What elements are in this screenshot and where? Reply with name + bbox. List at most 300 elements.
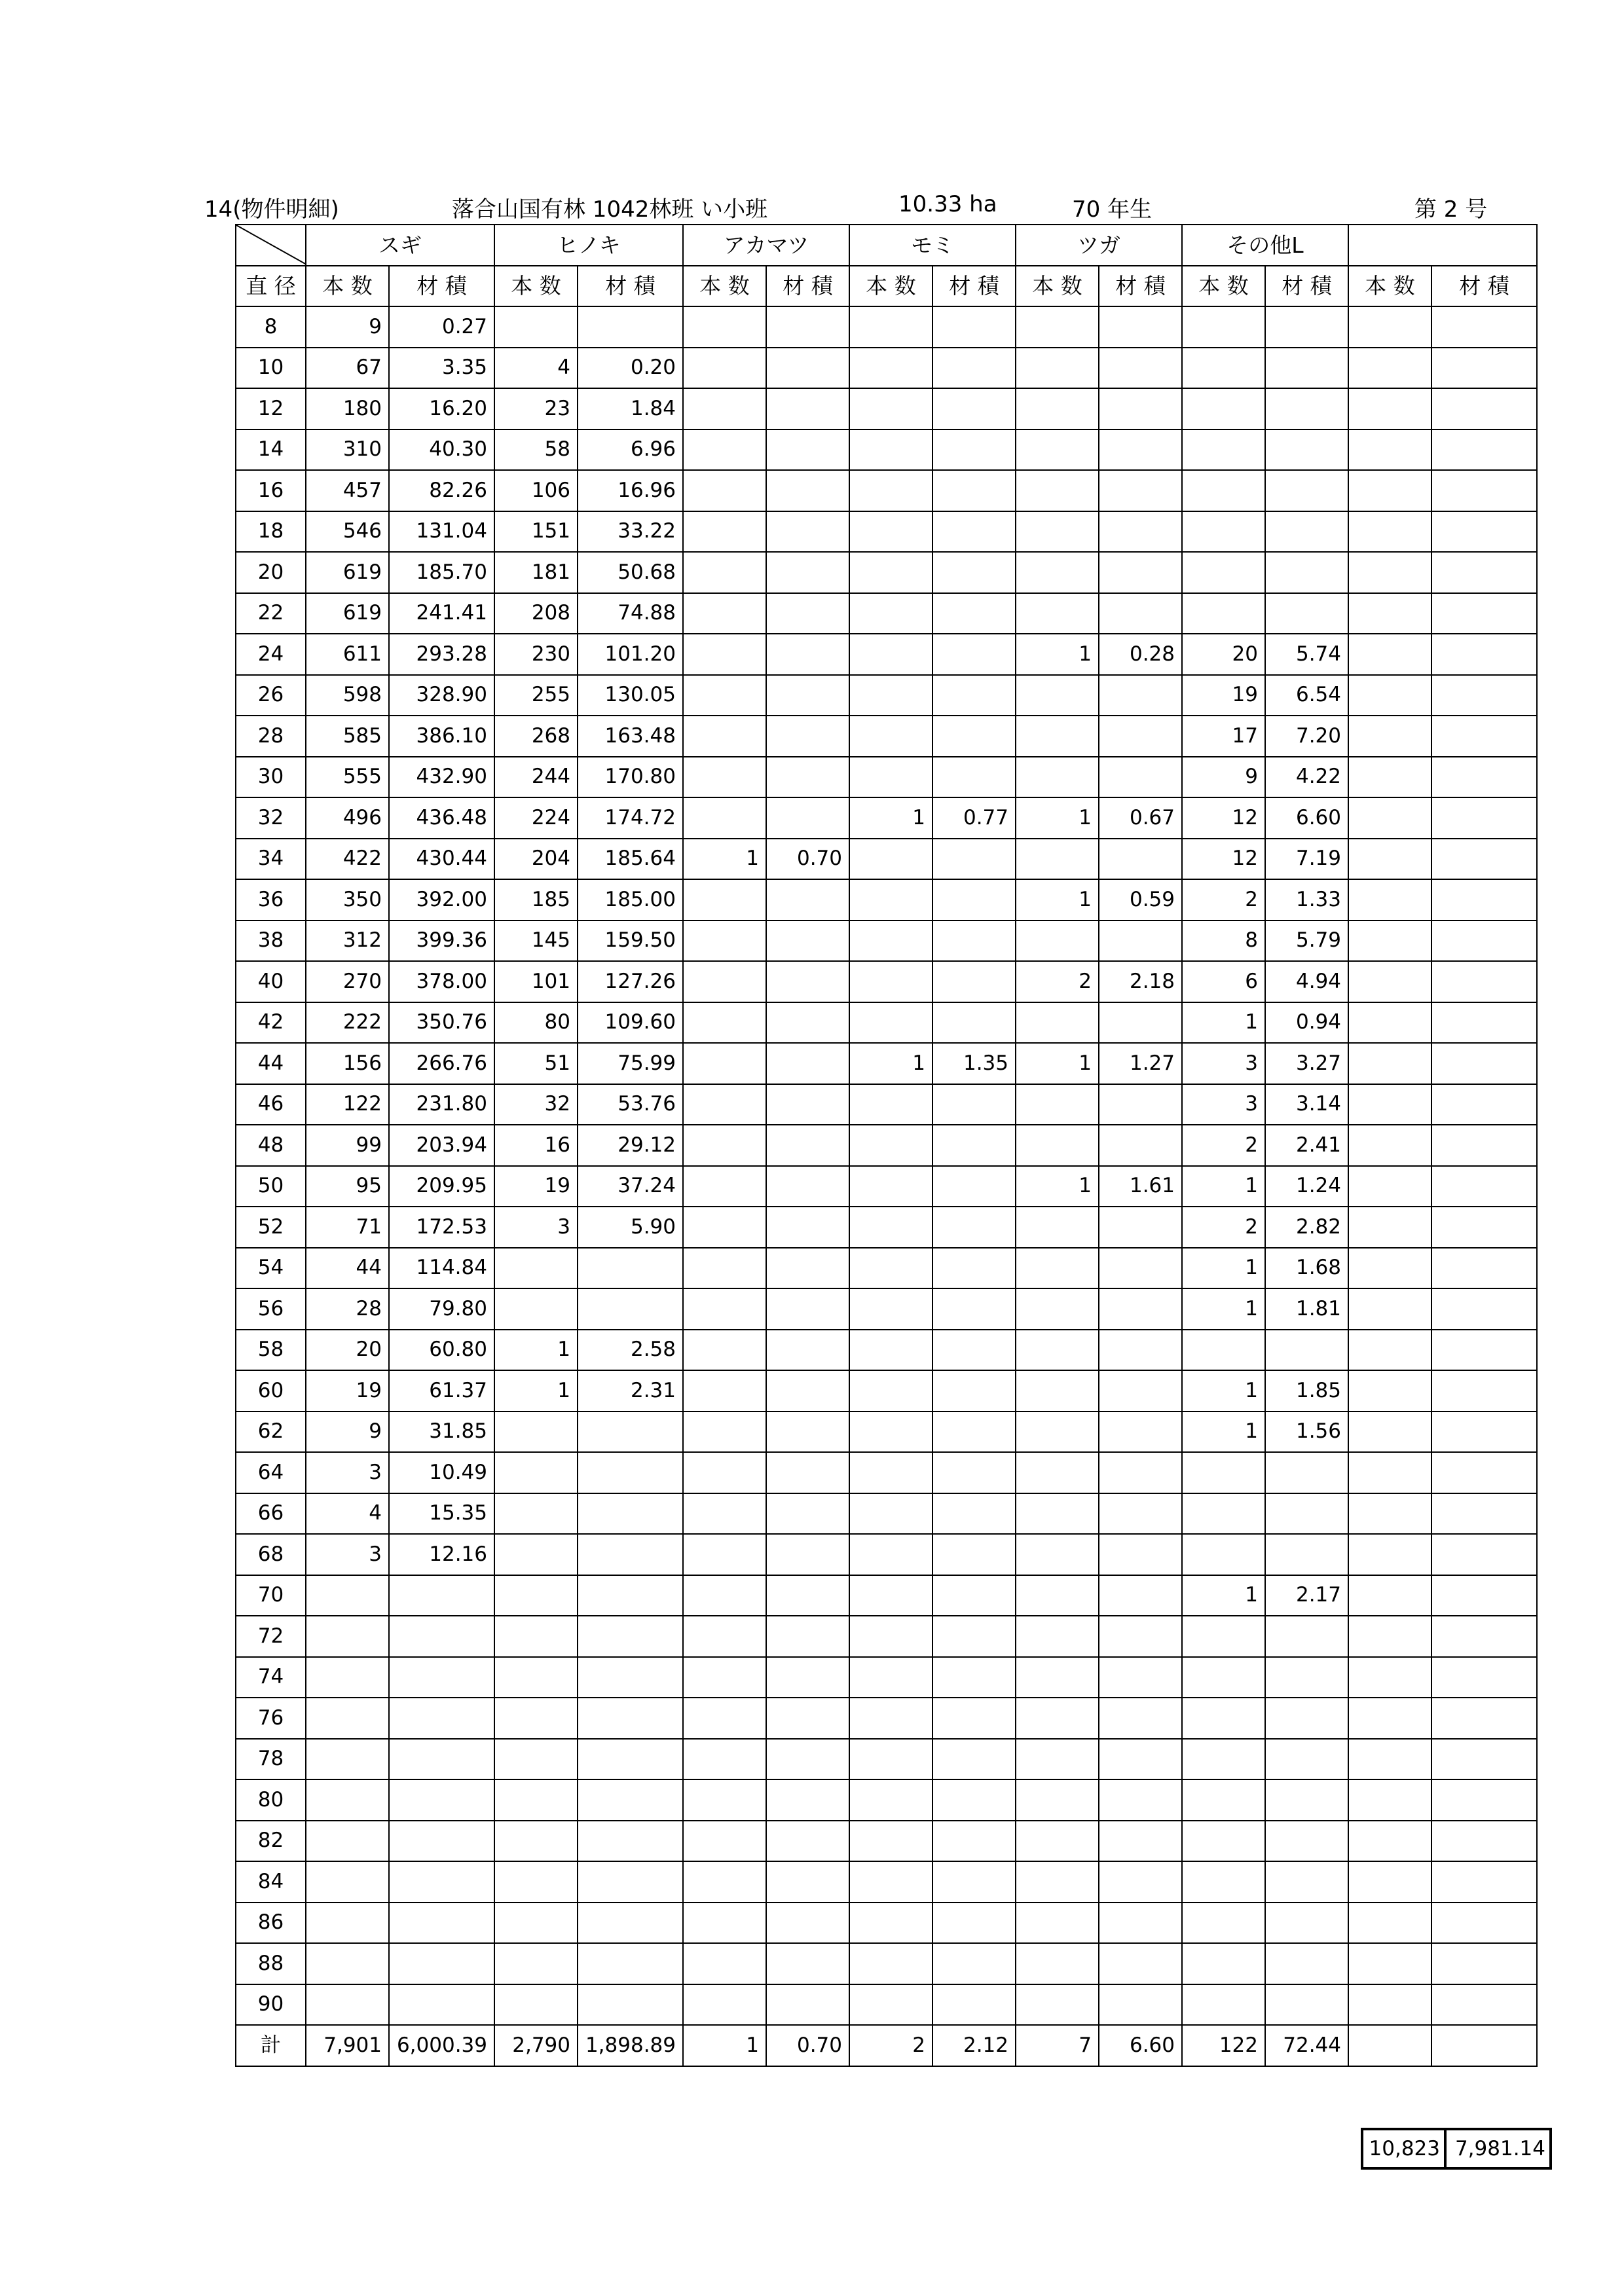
count-cell xyxy=(494,1412,578,1453)
count-cell xyxy=(1016,1002,1099,1044)
volume-cell: 131.04 xyxy=(389,511,494,553)
volume-cell xyxy=(1099,1493,1182,1535)
count-cell xyxy=(849,1739,932,1780)
count-cell xyxy=(1016,1534,1099,1575)
volume-cell xyxy=(766,1002,849,1044)
volume-cell xyxy=(766,1821,849,1862)
volume-cell: 82.26 xyxy=(389,470,494,511)
count-cell: 1 xyxy=(1016,1166,1099,1207)
volume-cell xyxy=(766,1207,849,1248)
volume-cell xyxy=(1431,1166,1537,1207)
count-cell xyxy=(1182,1984,1265,2026)
diameter-cell: 50 xyxy=(236,1166,306,1207)
count-cell xyxy=(849,552,932,593)
table-row xyxy=(236,634,1537,675)
count-cell xyxy=(849,1412,932,1453)
volume-cell: 174.72 xyxy=(578,797,683,839)
volume-cell xyxy=(932,716,1016,757)
volume-cell xyxy=(932,429,1016,471)
table-row xyxy=(236,1943,1537,1984)
volume-cell xyxy=(1431,1657,1537,1698)
volume-cell xyxy=(389,1984,494,2026)
count-cell xyxy=(849,1493,932,1535)
count-cell: 145 xyxy=(494,920,578,962)
diameter-cell: 34 xyxy=(236,839,306,880)
volume-header: 材 積 xyxy=(389,266,494,307)
volume-cell xyxy=(578,306,683,348)
count-cell xyxy=(494,1575,578,1616)
count-cell: 1 xyxy=(1016,797,1099,839)
volume-cell: 231.80 xyxy=(389,1084,494,1125)
volume-cell: 1.33 xyxy=(1265,879,1348,920)
volume-cell: 0.94 xyxy=(1265,1002,1348,1044)
count-cell xyxy=(683,1698,766,1739)
diameter-cell: 86 xyxy=(236,1903,306,1944)
count-cell: 6 xyxy=(1182,961,1265,1002)
volume-cell xyxy=(1431,757,1537,798)
count-cell xyxy=(849,716,932,757)
volume-cell xyxy=(932,1207,1016,1248)
count-cell xyxy=(1348,797,1431,839)
volume-cell xyxy=(766,1125,849,1166)
volume-cell xyxy=(932,675,1016,716)
volume-cell xyxy=(1431,1330,1537,1371)
table-row xyxy=(236,388,1537,429)
species-momi: モミ xyxy=(849,225,1016,266)
count-cell xyxy=(1016,593,1099,634)
table-row xyxy=(236,1779,1537,1821)
count-cell xyxy=(1348,1493,1431,1535)
volume-cell xyxy=(578,1698,683,1739)
table-row xyxy=(236,1861,1537,1903)
count-cell xyxy=(1016,1616,1099,1657)
table-row xyxy=(236,1207,1537,1248)
volume-cell xyxy=(1265,1861,1348,1903)
volume-cell xyxy=(1099,1330,1182,1371)
count-cell xyxy=(1016,1370,1099,1412)
count-cell: 156 xyxy=(306,1043,389,1084)
table-row xyxy=(236,675,1537,716)
count-cell xyxy=(1348,1779,1431,1821)
volume-cell xyxy=(1099,1370,1182,1412)
table-row xyxy=(236,839,1537,880)
count-cell xyxy=(1016,1575,1099,1616)
species-akamatsu: アカマツ xyxy=(683,225,849,266)
volume-cell xyxy=(389,1943,494,1984)
volume-cell xyxy=(1265,1452,1348,1493)
diameter-cell: 14 xyxy=(236,429,306,471)
volume-cell xyxy=(1099,1903,1182,1944)
count-header: 本 数 xyxy=(849,266,932,307)
volume-cell xyxy=(1099,1984,1182,2026)
count-cell: 16 xyxy=(494,1125,578,1166)
table-row xyxy=(236,1370,1537,1412)
count-cell xyxy=(494,1903,578,1944)
volume-cell xyxy=(932,388,1016,429)
volume-cell xyxy=(1265,1698,1348,1739)
volume-cell xyxy=(766,1698,849,1739)
volume-cell xyxy=(1099,1002,1182,1044)
volume-cell: 241.41 xyxy=(389,593,494,634)
volume-cell xyxy=(932,348,1016,389)
count-cell: 244 xyxy=(494,757,578,798)
volume-cell xyxy=(1265,1821,1348,1862)
volume-cell: 0.77 xyxy=(932,797,1016,839)
count-cell xyxy=(1182,429,1265,471)
timber-volume-table xyxy=(235,224,1538,2067)
volume-cell: 5.90 xyxy=(578,1207,683,1248)
count-cell xyxy=(849,1779,932,1821)
volume-cell xyxy=(1099,1534,1182,1575)
diameter-cell: 88 xyxy=(236,1943,306,1984)
volume-cell xyxy=(1431,1084,1537,1125)
count-cell: 8 xyxy=(1182,920,1265,962)
volume-cell xyxy=(932,470,1016,511)
volume-cell xyxy=(932,839,1016,880)
volume-cell xyxy=(932,1861,1016,1903)
volume-cell xyxy=(578,1288,683,1330)
count-cell xyxy=(683,552,766,593)
volume-cell xyxy=(766,920,849,962)
count-cell xyxy=(306,1739,389,1780)
count-cell xyxy=(1348,1984,1431,2026)
count-header: 本 数 xyxy=(1182,266,1265,307)
count-cell: 204 xyxy=(494,839,578,880)
count-cell xyxy=(683,1861,766,1903)
area: 10.33 ha xyxy=(898,191,997,217)
count-cell xyxy=(1182,1657,1265,1698)
volume-cell xyxy=(1099,429,1182,471)
volume-cell xyxy=(1265,1943,1348,1984)
table-row xyxy=(236,1002,1537,1044)
volume-cell xyxy=(766,429,849,471)
volume-cell xyxy=(389,1698,494,1739)
diameter-cell: 28 xyxy=(236,716,306,757)
volume-cell: 2.82 xyxy=(1265,1207,1348,1248)
volume-cell xyxy=(766,634,849,675)
volume-cell xyxy=(1431,920,1537,962)
volume-cell xyxy=(1431,1370,1537,1412)
volume-cell xyxy=(578,1575,683,1616)
count-cell: 2 xyxy=(1182,1207,1265,1248)
volume-cell xyxy=(932,1739,1016,1780)
count-cell: 180 xyxy=(306,388,389,429)
volume-cell xyxy=(1099,1452,1182,1493)
volume-cell xyxy=(766,1493,849,1535)
volume-cell xyxy=(1099,1698,1182,1739)
diameter-cell: 22 xyxy=(236,593,306,634)
volume-cell xyxy=(1431,1207,1537,1248)
count-cell xyxy=(1348,1207,1431,1248)
count-cell xyxy=(1348,757,1431,798)
table-row xyxy=(236,1084,1537,1125)
count-cell xyxy=(1348,593,1431,634)
volume-cell xyxy=(1265,388,1348,429)
totals-row xyxy=(236,2025,1537,2066)
count-cell xyxy=(306,1657,389,1698)
volume-cell: 1.56 xyxy=(1265,1412,1348,1453)
diameter-cell: 44 xyxy=(236,1043,306,1084)
volume-header: 材 積 xyxy=(1265,266,1348,307)
volume-cell: 170.80 xyxy=(578,757,683,798)
volume-cell xyxy=(932,634,1016,675)
volume-cell xyxy=(578,1861,683,1903)
volume-cell xyxy=(1431,1493,1537,1535)
count-cell xyxy=(683,1534,766,1575)
count-cell xyxy=(1016,306,1099,348)
volume-header: 材 積 xyxy=(578,266,683,307)
count-cell xyxy=(1016,1657,1099,1698)
volume-cell xyxy=(578,1739,683,1780)
count-cell xyxy=(683,348,766,389)
volume-cell xyxy=(766,1616,849,1657)
volume-cell: 5.74 xyxy=(1265,634,1348,675)
volume-cell: 40.30 xyxy=(389,429,494,471)
volume-cell xyxy=(1265,1657,1348,1698)
volume-cell xyxy=(932,1493,1016,1535)
table-row xyxy=(236,1575,1537,1616)
count-cell xyxy=(1016,675,1099,716)
volume-cell xyxy=(1099,1288,1182,1330)
species-suginame: スギ xyxy=(306,225,494,266)
count-cell xyxy=(683,1330,766,1371)
volume-cell xyxy=(1265,429,1348,471)
diameter-cell: 62 xyxy=(236,1412,306,1453)
volume-cell: 75.99 xyxy=(578,1043,683,1084)
volume-cell xyxy=(1099,1575,1182,1616)
volume-cell xyxy=(1099,470,1182,511)
count-cell xyxy=(1348,552,1431,593)
volume-cell xyxy=(766,306,849,348)
volume-cell xyxy=(389,1903,494,1944)
volume-cell: 2.31 xyxy=(578,1370,683,1412)
count-cell: 3 xyxy=(306,1452,389,1493)
count-cell: 422 xyxy=(306,839,389,880)
count-cell xyxy=(1182,552,1265,593)
count-cell xyxy=(683,1821,766,1862)
count-cell xyxy=(849,1084,932,1125)
volume-cell xyxy=(1099,1861,1182,1903)
count-cell xyxy=(683,1903,766,1944)
volume-cell xyxy=(1099,306,1182,348)
volume-cell xyxy=(932,1984,1016,2026)
volume-cell xyxy=(766,593,849,634)
count-cell xyxy=(683,1043,766,1084)
table-row xyxy=(236,1493,1537,1535)
count-cell: 350 xyxy=(306,879,389,920)
volume-cell: 2.17 xyxy=(1265,1575,1348,1616)
count-cell: 80 xyxy=(494,1002,578,1044)
volume-cell xyxy=(932,1248,1016,1289)
count-cell xyxy=(849,1370,932,1412)
count-cell: 185 xyxy=(494,879,578,920)
count-cell xyxy=(849,1534,932,1575)
count-cell xyxy=(849,1698,932,1739)
count-cell xyxy=(494,1861,578,1903)
volume-cell xyxy=(766,1452,849,1493)
diameter-cell: 52 xyxy=(236,1207,306,1248)
count-cell xyxy=(683,1370,766,1412)
diameter-cell: 90 xyxy=(236,1984,306,2026)
volume-cell: 79.80 xyxy=(389,1288,494,1330)
volume-cell: 127.26 xyxy=(578,961,683,1002)
count-cell: 255 xyxy=(494,675,578,716)
count-cell xyxy=(683,593,766,634)
count-cell xyxy=(849,1861,932,1903)
volume-cell xyxy=(1099,1616,1182,1657)
count-cell: 268 xyxy=(494,716,578,757)
count-cell xyxy=(683,470,766,511)
count-cell xyxy=(683,429,766,471)
volume-cell: 16.20 xyxy=(389,388,494,429)
diameter-cell: 46 xyxy=(236,1084,306,1125)
volume-cell xyxy=(1431,1616,1537,1657)
volume-cell xyxy=(1431,1575,1537,1616)
diameter-cell: 26 xyxy=(236,675,306,716)
volume-cell xyxy=(766,1943,849,1984)
table-row xyxy=(236,552,1537,593)
volume-cell: 50.68 xyxy=(578,552,683,593)
species-tsuga: ツガ xyxy=(1016,225,1182,266)
grand-total-count: 10,823 xyxy=(1362,2129,1445,2168)
volume-cell: 3.35 xyxy=(389,348,494,389)
table-row xyxy=(236,797,1537,839)
volume-cell xyxy=(766,348,849,389)
table-row xyxy=(236,879,1537,920)
count-cell xyxy=(1016,839,1099,880)
count-cell xyxy=(849,1166,932,1207)
volume-cell xyxy=(1099,1125,1182,1166)
count-cell xyxy=(494,1248,578,1289)
diameter-cell: 24 xyxy=(236,634,306,675)
count-cell xyxy=(849,757,932,798)
count-cell xyxy=(494,1493,578,1535)
count-cell xyxy=(683,961,766,1002)
count-cell: 1 xyxy=(1182,1166,1265,1207)
subheader-row xyxy=(236,266,1537,307)
count-cell: 1 xyxy=(683,839,766,880)
volume-cell xyxy=(1431,388,1537,429)
count-cell: 58 xyxy=(494,429,578,471)
volume-cell xyxy=(1099,511,1182,553)
count-cell xyxy=(1348,1861,1431,1903)
volume-cell: 12.16 xyxy=(389,1534,494,1575)
volume-cell xyxy=(1431,306,1537,348)
count-cell xyxy=(494,1821,578,1862)
table-row xyxy=(236,470,1537,511)
count-cell xyxy=(683,306,766,348)
count-cell xyxy=(849,1657,932,1698)
diameter-label: 直 径 xyxy=(236,266,306,307)
count-cell xyxy=(849,388,932,429)
count-cell: 122 xyxy=(306,1084,389,1125)
volume-cell: 7.20 xyxy=(1265,716,1348,757)
count-cell xyxy=(683,797,766,839)
count-cell xyxy=(494,1698,578,1739)
diameter-cell: 12 xyxy=(236,388,306,429)
count-cell: 496 xyxy=(306,797,389,839)
count-cell xyxy=(1348,2025,1431,2066)
table-row xyxy=(236,429,1537,471)
count-cell xyxy=(683,1779,766,1821)
count-cell xyxy=(683,1943,766,1984)
volume-cell xyxy=(932,1698,1016,1739)
count-cell xyxy=(1016,1943,1099,1984)
volume-cell xyxy=(932,879,1016,920)
volume-cell: 378.00 xyxy=(389,961,494,1002)
count-cell xyxy=(1348,716,1431,757)
volume-cell xyxy=(1265,1330,1348,1371)
volume-cell xyxy=(766,675,849,716)
volume-cell xyxy=(1431,1452,1537,1493)
volume-cell xyxy=(1265,348,1348,389)
volume-cell: 1.35 xyxy=(932,1043,1016,1084)
volume-cell: 15.35 xyxy=(389,1493,494,1535)
count-cell: 312 xyxy=(306,920,389,962)
species-header-row xyxy=(236,225,1537,266)
count-cell xyxy=(1182,388,1265,429)
volume-cell: 432.90 xyxy=(389,757,494,798)
count-cell xyxy=(683,716,766,757)
count-cell xyxy=(494,1739,578,1780)
volume-cell xyxy=(766,511,849,553)
volume-cell: 29.12 xyxy=(578,1125,683,1166)
volume-cell xyxy=(932,920,1016,962)
table-row xyxy=(236,1821,1537,1862)
volume-cell xyxy=(578,1943,683,1984)
volume-cell xyxy=(578,1779,683,1821)
count-cell: 20 xyxy=(306,1330,389,1371)
count-cell: 4 xyxy=(494,348,578,389)
volume-cell: 399.36 xyxy=(389,920,494,962)
count-cell xyxy=(1348,1166,1431,1207)
count-cell xyxy=(683,1575,766,1616)
volume-cell: 3.14 xyxy=(1265,1084,1348,1125)
volume-cell: 2.18 xyxy=(1099,961,1182,1002)
volume-cell xyxy=(578,1984,683,2026)
volume-cell xyxy=(1431,552,1537,593)
count-cell: 1 xyxy=(1182,1370,1265,1412)
count-cell xyxy=(1348,675,1431,716)
volume-cell xyxy=(932,1534,1016,1575)
table-row xyxy=(236,1125,1537,1166)
table-row xyxy=(236,1166,1537,1207)
count-cell xyxy=(494,1943,578,1984)
volume-cell xyxy=(1431,961,1537,1002)
count-cell xyxy=(1016,1125,1099,1166)
volume-cell xyxy=(1265,593,1348,634)
volume-cell xyxy=(766,1534,849,1575)
count-cell xyxy=(1348,961,1431,1002)
count-cell xyxy=(1348,839,1431,880)
volume-cell: 74.88 xyxy=(578,593,683,634)
volume-cell: 6.54 xyxy=(1265,675,1348,716)
count-cell xyxy=(683,1248,766,1289)
volume-cell xyxy=(1099,757,1182,798)
volume-cell xyxy=(766,1248,849,1289)
volume-cell xyxy=(1099,716,1182,757)
table-row xyxy=(236,1739,1537,1780)
volume-cell: 1.84 xyxy=(578,388,683,429)
count-cell: 32 xyxy=(494,1084,578,1125)
diameter-cell: 54 xyxy=(236,1248,306,1289)
count-cell xyxy=(1348,1739,1431,1780)
volume-cell xyxy=(1431,1248,1537,1289)
count-cell xyxy=(1182,1779,1265,1821)
table-row xyxy=(236,757,1537,798)
count-cell: 585 xyxy=(306,716,389,757)
volume-cell xyxy=(578,1493,683,1535)
